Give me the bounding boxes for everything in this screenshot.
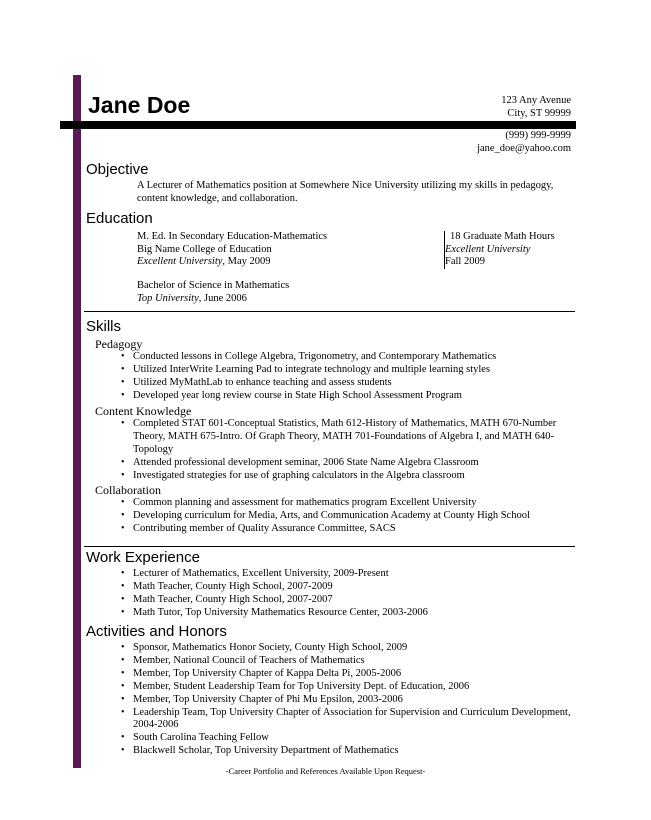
list-item: • Attended professional development seminar, 2006 State Name Algebra Classroom [121,457,571,470]
work-heading: Work Experience [86,549,200,566]
address-block [501,95,571,120]
list-item: • South Carolina Teaching Fellow [121,732,571,745]
pedagogy-list [121,351,571,403]
list-item: • Sponsor, Mathematics Honor Society, County High School, 2009 [121,642,571,655]
side-school-name: Excellent University [445,243,531,255]
contact-block [477,130,571,155]
list-item: • Lecturer of Mathematics, Excellent University, 2009-Present [121,568,571,581]
address-line-2: City, ST 99999 [507,107,571,119]
degree-1-school: Excellent University [137,256,223,267]
skills-group-title: Collaboration [95,483,161,497]
phone-number: (999) 999-9999 [505,130,571,141]
degree-1-date: , May 2009 [222,256,271,267]
list-item: • Conducted lessons in College Algebra, Trigonometry, and Contemporary Mathematics [121,351,571,364]
list-item: • Common planning and assessment for mathematics program Excellent University [121,497,571,510]
list-item: • Member, National Council of Teachers of Mathematics [121,655,571,668]
accent-vertical-bar [73,75,81,768]
collaboration-list [121,497,571,536]
list-item: • Math Tutor, Top University Mathematics Resource Center, 2003-2006 [121,607,571,620]
education-degree-2 [137,280,437,305]
degree-2-school-date [137,293,437,306]
degree-1-school-date [137,256,437,269]
side-school [445,244,550,257]
header-rule [60,121,576,129]
list-item: • Blackwell Scholar, Top University Department of Mathematics [121,745,571,758]
degree-1-title: M. Ed. In Secondary Education-Mathematics [137,231,328,242]
degree-2-school: Top University [137,292,199,304]
candidate-name: Jane Doe [88,92,191,118]
skills-group-title: Content Knowledge [95,404,192,418]
list-item: • Utilized InterWrite Learning Pad to integrate technology and multiple learning styles [121,364,571,377]
education-degree-1 [137,231,437,269]
work-list [121,568,571,620]
list-item: • Completed STAT 601-Conceptual Statistics, Math 612-History of Mathematics, MATH 670-Number Theory, MATH 675-Intro. Of Graph Theory, MATH 701-Foundations of Algebra I, and MATH 640-Topology [121,418,571,457]
education-heading: Education [86,210,153,227]
degree-2-title: Bachelor of Science in Mathematics [137,280,290,291]
degree-1-college: Big Name College of Education [137,243,272,255]
content-knowledge-list [121,418,571,483]
education-side-column [444,231,555,269]
list-item: • Leadership Team, Top University Chapter of Association for Supervision and Curriculum Development, 2004-2006 [121,707,571,733]
side-date: Fall 2009 [445,256,485,267]
list-item: • Utilized MyMathLab to enhance teaching and assess students [121,377,571,390]
objective-heading: Objective [86,161,149,178]
list-item: • Developed year long review course in State High School Assessment Program [121,390,571,403]
email-address: jane_doe@yahoo.com [477,142,571,154]
section-divider [84,311,575,312]
side-hours: 18 Graduate Math Hours [450,231,555,242]
section-divider [84,546,575,547]
activities-heading: Activities and Honors [86,623,227,640]
list-item: • Member, Top University Chapter of Phi Mu Epsilon, 2003-2006 [121,694,571,707]
skills-group-title: Pedagogy [95,337,143,351]
list-item: • Math Teacher, County High School, 2007-2009 [121,581,571,594]
list-item: • Contributing member of Quality Assurance Committee, SACS [121,523,571,536]
list-item: • Member, Student Leadership Team for Top University Dept. of Education, 2006 [121,681,571,694]
list-item: • Member, Top University Chapter of Kappa Delta Pi, 2005-2006 [121,668,571,681]
skills-heading: Skills [86,318,122,335]
objective-text: A Lecturer of Mathematics position at Somewhere Nice University utilizing my skills in pedagogy, content knowledge, and collaboration. [137,180,554,204]
footer-note: -Career Portfolio and References Available Upon Request- [225,766,426,776]
list-item: • Investigated strategies for use of graphing calculators in the Algebra classroom [121,470,571,483]
degree-2-date: , June 2006 [198,292,247,304]
activities-list [121,642,571,758]
list-item: • Math Teacher, County High School, 2007-2007 [121,594,571,607]
address-line-1: 123 Any Avenue [501,95,571,106]
list-item: • Developing curriculum for Media, Arts, and Communication Academy at County High School [121,510,571,523]
